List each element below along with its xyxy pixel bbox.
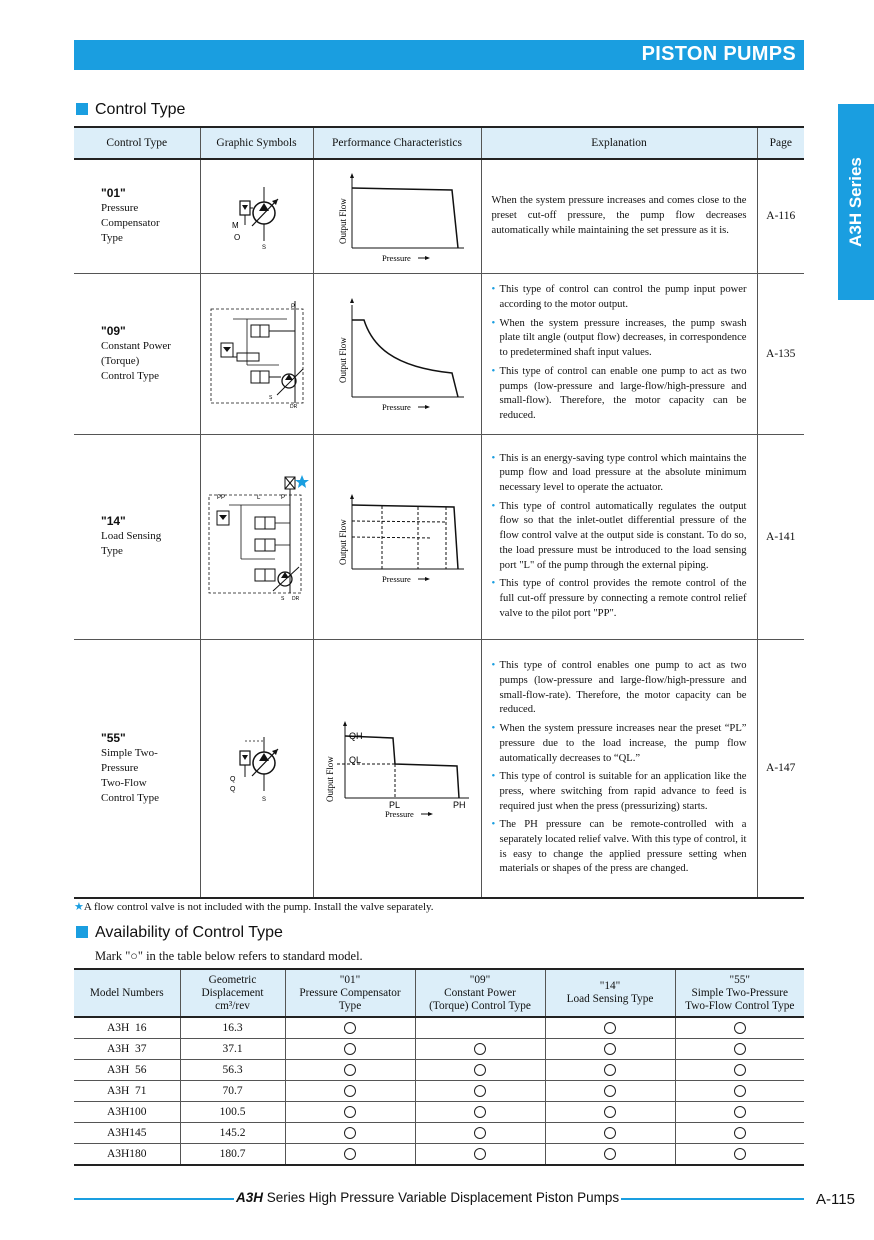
control-type-cell: "55" Simple Two- Pressure Two-Flow Control Type [74, 639, 200, 898]
table-row [74, 1081, 804, 1102]
displacement-value: 37.1 [180, 1039, 285, 1060]
performance-chart-cell [313, 434, 481, 639]
two-pressure-symbol [222, 733, 292, 803]
availability-cell [415, 1102, 545, 1123]
standard-model-circle-icon [344, 1022, 356, 1034]
availability-cell [675, 1081, 804, 1102]
perf-chart-55 [317, 718, 477, 818]
standard-model-circle-icon [344, 1064, 356, 1076]
explanation-cell [481, 273, 757, 434]
col-displacement: Geometric Displacement cm³/rev [180, 969, 285, 1017]
availability-cell [285, 1144, 415, 1166]
availability-cell [545, 1081, 675, 1102]
table-row [74, 1144, 804, 1166]
availability-table [74, 968, 804, 1166]
standard-model-circle-icon [474, 1064, 486, 1076]
list-item: • This type of control automatically regulates the output flow so that the inlet-outlet differential pressure of the flow control valve at the output side is constant. To do so, the load pressure must be introduced to the load sensing port "L" of the pump through the external piping. [491, 500, 747, 571]
list-item: • When the system pressure increases near the preset “PL” pressure due to the load increase, the pump flow automatically decreases to “QL.” [491, 723, 747, 764]
footer-text: A3H Series High Pressure Variable Displacement Piston Pumps [236, 1190, 620, 1205]
standard-model-circle-icon [604, 1085, 616, 1097]
availability-cell [545, 1144, 675, 1166]
x-axis-label: Pressure [385, 809, 414, 819]
availability-cell [545, 1060, 675, 1081]
series-side-tab [838, 104, 874, 300]
ph-label: PH [453, 800, 466, 811]
table-row [74, 159, 804, 273]
svg-text:L: L [256, 494, 260, 501]
svg-text:DR: DR [291, 595, 299, 601]
pl-label: PL [389, 800, 401, 811]
displacement-value: 16.3 [180, 1017, 285, 1039]
y-axis-label: Output Flow [338, 198, 348, 245]
standard-model-circle-icon [474, 1043, 486, 1055]
availability-cell [675, 1102, 804, 1123]
perf-chart-14 [322, 491, 472, 583]
availability-cell [675, 1039, 804, 1060]
performance-chart-cell [313, 273, 481, 434]
table-row [74, 1102, 804, 1123]
list-item: • This type of control enables one pump to act as two pumps (low-pressure and large-flow/high-pressure and small-flow-rate). Therefore, the motor capacity can be reduced. [491, 660, 747, 716]
availability-heading: Availability of Control Type [76, 924, 283, 942]
pressure-compensator-symbol [222, 181, 292, 251]
standard-model-circle-icon [474, 1085, 486, 1097]
table-row [74, 434, 804, 639]
svg-text:S: S [261, 245, 266, 252]
table-row [74, 1017, 804, 1039]
table-header-row [74, 969, 804, 1017]
availability-cell [415, 1017, 545, 1039]
page-ref: A-135 [757, 273, 804, 434]
blue-square-icon [76, 926, 88, 938]
availability-cell [285, 1081, 415, 1102]
svg-text:Q: Q [229, 776, 235, 784]
standard-model-circle-icon [604, 1064, 616, 1076]
explanation-cell [481, 639, 757, 898]
control-type-cell: "09" Constant Power (Torque) Control Type [74, 273, 200, 434]
standard-model-circle-icon [604, 1106, 616, 1118]
blue-square-icon [76, 103, 88, 115]
list-item: • When the system pressure increases, the pump swash plate tilt angle (output flow) decreases, in correspondence to predetermined shaft input values. [491, 317, 747, 359]
availability-cell [675, 1123, 804, 1144]
a3h-logo: A3H [236, 1190, 264, 1205]
displacement-value: 180.7 [180, 1144, 285, 1166]
standard-model-circle-icon [474, 1127, 486, 1139]
availability-cell [545, 1017, 675, 1039]
standard-model-circle-icon [734, 1043, 746, 1055]
page-ref: A-141 [757, 434, 804, 639]
col-performance: Performance Characteristics [313, 127, 481, 159]
standard-model-circle-icon [344, 1148, 356, 1160]
standard-model-circle-icon [734, 1148, 746, 1160]
svg-text:O: O [233, 233, 240, 243]
col-model-numbers: Model Numbers [74, 969, 180, 1017]
standard-model-circle-icon [734, 1085, 746, 1097]
svg-text:DR: DR [289, 403, 297, 409]
constant-power-circuit-symbol [207, 299, 307, 409]
col-explanation: Explanation [481, 127, 757, 159]
page-ref: A-147 [757, 639, 804, 898]
standard-model-circle-icon [474, 1148, 486, 1160]
star-icon [295, 475, 309, 488]
standard-model-circle-icon [344, 1043, 356, 1055]
table-row [74, 639, 804, 898]
x-axis-label: Pressure [382, 253, 411, 263]
performance-chart-cell [313, 639, 481, 898]
col-14: "14" Load Sensing Type [545, 969, 675, 1017]
model-number: A3H145 [74, 1123, 180, 1144]
star-icon: ★ [74, 901, 84, 913]
control-type-cell: "14" Load Sensing Type [74, 434, 200, 639]
availability-cell [415, 1081, 545, 1102]
col-page: Page [757, 127, 804, 159]
x-axis-label: Pressure [382, 401, 411, 412]
perf-chart-01 [322, 170, 472, 262]
standard-model-circle-icon [604, 1148, 616, 1160]
list-item: • This type of control provides the remote control of the full cut-off pressure by connecting a remote control relief valve to the pilot port "PP". [491, 578, 747, 619]
standard-model-circle-icon [604, 1022, 616, 1034]
displacement-value: 70.7 [180, 1081, 285, 1102]
list-item: • The PH pressure can be remote-controlled with a separately located relief valve. With this type of control, it is easy to change the applied pressure setting when materials or shapes of the press are changed. [491, 819, 747, 875]
availability-cell [675, 1060, 804, 1081]
availability-cell [415, 1144, 545, 1166]
list-item: • This type of control can control the pump input power according to the motor output. [491, 284, 747, 311]
control-type-cell: "01" Pressure Compensator Type [74, 159, 200, 273]
availability-cell [285, 1017, 415, 1039]
availability-cell [545, 1039, 675, 1060]
standard-model-circle-icon [734, 1064, 746, 1076]
availability-cell [285, 1102, 415, 1123]
header-banner [74, 40, 804, 70]
svg-text:S: S [268, 394, 272, 401]
y-axis-label: Output Flow [338, 518, 348, 565]
table-row [74, 1039, 804, 1060]
page-title: PISTON PUMPS [641, 43, 796, 65]
model-number: A3H 71 [74, 1081, 180, 1102]
svg-text:S: S [280, 595, 284, 601]
availability-cell [545, 1123, 675, 1144]
footnote: ★A flow control valve is not included with the pump. Install the valve separately. [74, 901, 434, 913]
list-item: • This is an energy-saving type control which maintains the pump flow and load pressure at the absolute minimum necessary level to operate the actuator. [491, 452, 747, 494]
y-axis-label: Output Flow [338, 336, 348, 383]
availability-cell [675, 1017, 804, 1039]
col-55: "55" Simple Two-Pressure Two-Flow Control Type [675, 969, 804, 1017]
svg-text:P: P [280, 494, 285, 501]
svg-text:PP: PP [216, 494, 225, 501]
model-number: A3H180 [74, 1144, 180, 1166]
load-sensing-circuit-symbol [205, 473, 309, 601]
page-number: A-115 [816, 1191, 855, 1208]
availability-cell [285, 1123, 415, 1144]
standard-model-circle-icon [474, 1106, 486, 1118]
table-row [74, 273, 804, 434]
standard-model-circle-icon [734, 1106, 746, 1118]
control-type-table [74, 126, 804, 899]
standard-model-circle-icon [344, 1106, 356, 1118]
standard-model-circle-icon [604, 1127, 616, 1139]
standard-model-circle-icon [344, 1127, 356, 1139]
ql-label: QL [349, 755, 362, 766]
availability-cell [415, 1039, 545, 1060]
col-01: "01" Pressure Compensator Type [285, 969, 415, 1017]
graphic-symbol-cell [200, 159, 313, 273]
list-item: • This type of control can enable one pump to act as two pumps (low-pressure and large-flow/high-pressure and small-flow). Therefore, the motor capacity can be reduced. [491, 365, 747, 421]
table-row [74, 1060, 804, 1081]
model-number: A3H 37 [74, 1039, 180, 1060]
mark-note: Mark "○" in the table below refers to standard model. [95, 949, 363, 963]
standard-model-circle-icon [604, 1043, 616, 1055]
graphic-symbol-cell [200, 434, 313, 639]
availability-cell [545, 1102, 675, 1123]
availability-cell [415, 1060, 545, 1081]
svg-text:S: S [261, 797, 266, 804]
explanation-cell: When the system pressure increases and comes close to the preset cut-off pressure, the pump flow decreases automatically while maintaining the set pressure as it is. [481, 159, 757, 273]
col-control-type: Control Type [74, 127, 200, 159]
standard-model-circle-icon [734, 1127, 746, 1139]
explanation-cell [481, 434, 757, 639]
model-number: A3H 56 [74, 1060, 180, 1081]
series-tab-label: A3H Series [846, 157, 865, 247]
y-axis-label: Output Flow [325, 756, 335, 803]
table-row [74, 1123, 804, 1144]
graphic-symbol-cell [200, 273, 313, 434]
table-header-row [74, 127, 804, 159]
availability-cell [415, 1123, 545, 1144]
availability-cell [675, 1144, 804, 1166]
availability-cell [285, 1060, 415, 1081]
control-type-heading: Control Type [76, 101, 185, 119]
x-axis-label: Pressure [382, 573, 411, 583]
standard-model-circle-icon [734, 1022, 746, 1034]
page-ref: A-116 [757, 159, 804, 273]
graphic-symbol-cell [200, 639, 313, 898]
standard-model-circle-icon [344, 1085, 356, 1097]
svg-text:Q: Q [229, 786, 235, 794]
perf-chart-09 [322, 295, 472, 413]
qh-label: QH [349, 731, 363, 742]
model-number: A3H 16 [74, 1017, 180, 1039]
list-item: • This type of control is suitable for an application like the press, where switching from rapid advance to feed is required just when the press (pressurizing) starts. [491, 771, 747, 812]
displacement-value: 56.3 [180, 1060, 285, 1081]
availability-cell [285, 1039, 415, 1060]
col-09: "09" Constant Power (Torque) Control Type [415, 969, 545, 1017]
model-number: A3H100 [74, 1102, 180, 1123]
col-graphic-symbols: Graphic Symbols [200, 127, 313, 159]
svg-text:M: M [231, 221, 239, 231]
displacement-value: 145.2 [180, 1123, 285, 1144]
performance-chart-cell [313, 159, 481, 273]
displacement-value: 100.5 [180, 1102, 285, 1123]
svg-text:P: P [290, 303, 295, 310]
